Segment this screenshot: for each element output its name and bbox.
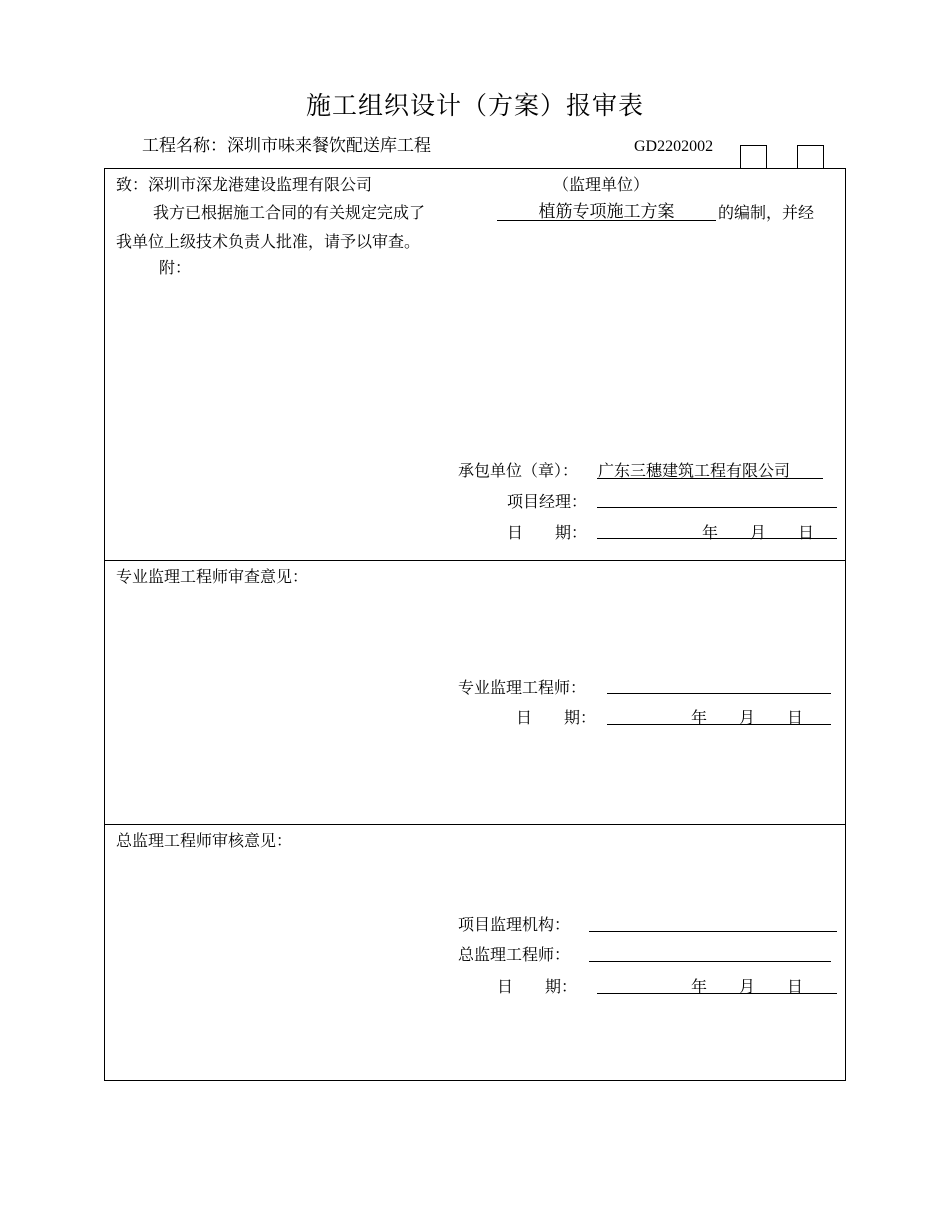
org-line <box>589 931 837 932</box>
engineer-label: 专业监理工程师： <box>458 678 587 697</box>
date-label-1: 日 期： <box>507 523 588 542</box>
body-text-prefix: 我方已根据施工合同的有关规定完成了 <box>153 203 426 222</box>
section-divider-1 <box>104 560 846 561</box>
date-line-2 <box>607 724 831 725</box>
addressee-line: 致：深圳市深龙港建设监理有限公司 <box>116 175 373 194</box>
contractor-label: 承包单位（章）： <box>458 461 579 480</box>
date-label-3: 日 期： <box>497 977 578 996</box>
org-label: 项目监理机构： <box>458 915 571 934</box>
date-line-3 <box>597 993 837 994</box>
chief-label: 总监理工程师： <box>458 945 571 964</box>
manager-label: 项目经理： <box>507 492 588 511</box>
contractor-value: 广东三穗建筑工程有限公司 <box>598 461 791 480</box>
form-code: GD2202002 <box>634 138 714 155</box>
engineer-signature-line <box>607 693 831 694</box>
body-text-suffix: 的编制，并经 <box>718 203 815 222</box>
checkbox-1[interactable] <box>740 145 767 169</box>
date-value-1: 年 月 日 <box>702 523 815 542</box>
plan-name-underline <box>497 220 716 221</box>
date-label-2: 日 期： <box>516 708 597 727</box>
checkbox-2[interactable] <box>797 145 824 169</box>
body-text-line2: 我单位上级技术负责人批准，请予以审查。 <box>116 232 421 251</box>
chief-review-heading: 总监理工程师审核意见： <box>116 831 293 850</box>
contractor-underline <box>597 478 823 479</box>
form-title: 施工组织设计（方案）报审表 <box>305 91 644 120</box>
engineer-review-heading: 专业监理工程师审查意见： <box>116 567 309 586</box>
chief-signature-line <box>589 961 831 962</box>
date-value-3: 年 月 日 <box>691 977 804 996</box>
manager-signature-line <box>597 507 837 508</box>
date-line-1 <box>597 538 837 539</box>
attachment-label: 附： <box>159 258 192 277</box>
section-divider-2 <box>104 824 846 825</box>
plan-name-value: 植筋专项施工方案 <box>538 202 675 222</box>
supervisor-unit-tag: （监理单位） <box>553 175 650 194</box>
date-value-2: 年 月 日 <box>691 708 804 727</box>
project-name: 工程名称：深圳市味来餐饮配送库工程 <box>142 136 431 156</box>
